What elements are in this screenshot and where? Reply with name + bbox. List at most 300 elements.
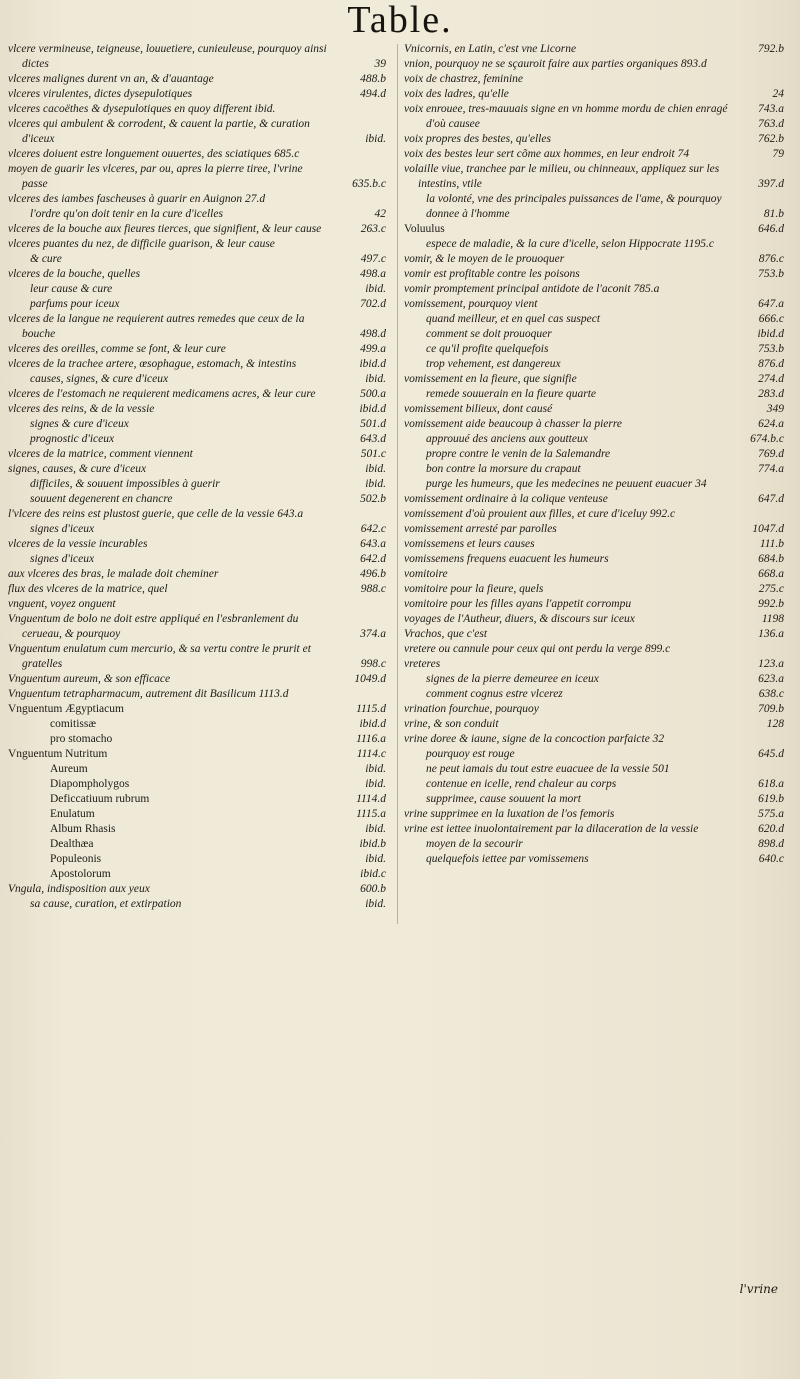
entry-page-ref: 39 bbox=[374, 58, 386, 70]
index-entry bbox=[404, 822, 788, 837]
entry-page-ref: 642.c bbox=[360, 523, 386, 535]
index-entry bbox=[404, 567, 788, 582]
index-entry bbox=[8, 102, 390, 117]
entry-page-ref: ibid. bbox=[365, 898, 386, 910]
entry-text: vomitoire pour la fieure, quels bbox=[404, 583, 544, 595]
entry-page-ref: 992.b bbox=[758, 598, 784, 610]
entry-text: vrine supprimee en la luxation de l'os femoris bbox=[404, 808, 615, 820]
entry-page-ref: 642.d bbox=[360, 553, 386, 565]
index-entry bbox=[8, 867, 390, 882]
index-entry bbox=[8, 762, 390, 777]
index-entry bbox=[404, 657, 788, 672]
entry-page-ref: 643.d bbox=[360, 433, 386, 445]
entry-text: trop vehement, est dangereux bbox=[426, 358, 561, 370]
entry-text: vomissement aide beaucoup à chasser la pierre bbox=[404, 418, 623, 430]
index-entry bbox=[404, 327, 788, 342]
index-entry bbox=[8, 42, 390, 72]
index-entry bbox=[8, 342, 390, 357]
index-entry bbox=[404, 417, 788, 432]
entry-page-ref: 1047.d bbox=[752, 523, 784, 535]
entry-text: vomir promptement principal antidote de l'aconit 785.a bbox=[404, 283, 660, 295]
entry-text: vlceres virulentes, dictes dysepulotiques bbox=[8, 88, 193, 100]
index-entry bbox=[8, 477, 390, 492]
entry-page-ref: 635.b.c bbox=[352, 178, 386, 190]
entry-text: Vnicornis, en Latin, c'est vne Licorne bbox=[404, 43, 577, 55]
entry-text: vnguent, voyez onguent bbox=[8, 598, 116, 610]
index-entry bbox=[404, 522, 788, 537]
entry-text: Deficcatiuum rubrum bbox=[50, 793, 150, 805]
index-entry bbox=[8, 882, 390, 897]
index-entry bbox=[404, 717, 788, 732]
index-entry bbox=[404, 342, 788, 357]
index-entry bbox=[8, 252, 390, 267]
entry-text: vnion, pourquoy ne se sçauroit faire aux parties organiques 893.d bbox=[404, 58, 707, 70]
entry-text: comment cognus estre vlcerez bbox=[426, 688, 563, 700]
entry-page-ref: ibid. bbox=[365, 823, 386, 835]
entry-page-ref: ibid.c bbox=[360, 868, 386, 880]
entry-text: supprimee, cause souuent la mort bbox=[426, 793, 581, 805]
entry-text: flux des vlceres de la matrice, quel bbox=[8, 583, 168, 595]
entry-text: signes & cure d'iceux bbox=[30, 418, 129, 430]
entry-text: approuué des anciens aux goutteux bbox=[426, 433, 588, 445]
index-entry bbox=[404, 222, 788, 237]
entry-page-ref: 488.b bbox=[360, 73, 386, 85]
index-entry bbox=[8, 777, 390, 792]
index-entry bbox=[8, 612, 390, 642]
entry-page-ref: 499.a bbox=[360, 343, 386, 355]
entry-text: Populeonis bbox=[50, 853, 102, 865]
entry-text: vlceres de la bouche aux fieures tierces, que signifient, & leur cause bbox=[8, 223, 322, 235]
index-entry bbox=[8, 822, 390, 837]
entry-text: Diapompholygos bbox=[50, 778, 130, 790]
entry-text: moyen de la secourir bbox=[426, 838, 523, 850]
entry-page-ref: 668.a bbox=[758, 568, 784, 580]
index-entry bbox=[8, 417, 390, 432]
index-entry bbox=[8, 852, 390, 867]
entry-page-ref: ibid. bbox=[365, 778, 386, 790]
left-index-column bbox=[8, 42, 390, 912]
entry-text: vlceres puantes du nez, de difficile guarison, & leur cause bbox=[8, 238, 275, 250]
entry-page-ref: ibid. bbox=[365, 853, 386, 865]
entry-text: vlceres de l'estomach ne requierent medicamens acres, & leur cure bbox=[8, 388, 316, 400]
index-entry bbox=[8, 447, 390, 462]
entry-page-ref: 620.d bbox=[758, 823, 784, 835]
entry-page-ref: 274.d bbox=[758, 373, 784, 385]
entry-text: vomissement, pourquoy vient bbox=[404, 298, 538, 310]
entry-text: pro stomacho bbox=[50, 733, 113, 745]
index-entry bbox=[8, 897, 390, 912]
index-entry bbox=[8, 687, 390, 702]
entry-text: Vnguentum enulatum cum mercurio, & sa vertu contre le prurit et gratelles bbox=[8, 643, 311, 670]
index-entry bbox=[8, 792, 390, 807]
entry-text: contenue en icelle, rend chaleur au corps bbox=[426, 778, 617, 790]
entry-page-ref: 619.b bbox=[758, 793, 784, 805]
index-entry bbox=[8, 282, 390, 297]
entry-text: vomitoire pour les filles ayans l'appetit corrompu bbox=[404, 598, 632, 610]
index-entry bbox=[8, 807, 390, 822]
entry-text: ne peut iamais du tout estre euacuee de la vessie 501 bbox=[426, 763, 670, 775]
entry-page-ref: 42 bbox=[374, 208, 386, 220]
index-entry bbox=[404, 492, 788, 507]
entry-page-ref: ibid. bbox=[365, 133, 386, 145]
index-entry bbox=[8, 162, 390, 192]
entry-page-ref: 988.c bbox=[360, 583, 386, 595]
entry-page-ref: 998.c bbox=[360, 658, 386, 670]
entry-page-ref: 647.d bbox=[758, 493, 784, 505]
entry-text: espece de maladie, & la cure d'icelle, selon Hippocrate 1195.c bbox=[426, 238, 714, 250]
index-entry bbox=[404, 747, 788, 762]
entry-text: comment se doit prouoquer bbox=[426, 328, 552, 340]
index-entry bbox=[404, 132, 788, 147]
entry-text: bon contre la morsure du crapaut bbox=[426, 463, 581, 475]
index-entry bbox=[8, 432, 390, 447]
entry-page-ref: ibid. bbox=[365, 373, 386, 385]
entry-text: l'ordre qu'on doit tenir en la cure d'icelles bbox=[30, 208, 223, 220]
index-entry bbox=[404, 852, 788, 867]
entry-text: Vnguentum Ægyptiacum bbox=[8, 703, 124, 715]
entry-text: signes d'iceux bbox=[30, 553, 95, 565]
entry-text: voix des ladres, qu'elle bbox=[404, 88, 509, 100]
entry-text: vreteres bbox=[404, 658, 441, 670]
entry-text: vlceres des reins, & de la vessie bbox=[8, 403, 155, 415]
entry-text: vrine est iettee inuolontairement par la dilaceration de la vessie bbox=[404, 823, 699, 835]
entry-text: vlceres des oreilles, comme se font, & leur cure bbox=[8, 343, 226, 355]
index-entry bbox=[8, 207, 390, 222]
entry-page-ref: 774.a bbox=[758, 463, 784, 475]
entry-page-ref: 1115.a bbox=[356, 808, 386, 820]
entry-text: Aureum bbox=[50, 763, 88, 775]
entry-text: vrine doree & iaune, signe de la concoction parfaicte 32 bbox=[404, 733, 665, 745]
entry-text: Vngula, indisposition aux yeux bbox=[8, 883, 150, 895]
entry-text: difficiles, & souuent impossibles à guerir bbox=[30, 478, 220, 490]
entry-text: vlceres qui ambulent & corrodent, & cauent la partie, & curation d'iceux bbox=[8, 118, 310, 145]
entry-page-ref: 624.a bbox=[758, 418, 784, 430]
entry-text: Vnguentum aureum, & son efficace bbox=[8, 673, 171, 685]
index-entry bbox=[404, 807, 788, 822]
index-entry bbox=[404, 672, 788, 687]
catchword: l'vrine bbox=[739, 1282, 778, 1296]
entry-text: voix des bestes leur sert cõme aux hommes, en leur endroit 74 bbox=[404, 148, 690, 160]
entry-page-ref: 349 bbox=[766, 403, 784, 415]
entry-text: souuent degenerent en chancre bbox=[30, 493, 173, 505]
entry-text: vlceres de la matrice, comment viennent bbox=[8, 448, 193, 460]
index-entry bbox=[404, 357, 788, 372]
index-entry bbox=[404, 837, 788, 852]
entry-text: Dealthæa bbox=[50, 838, 94, 850]
entry-text: vomissemens et leurs causes bbox=[404, 538, 535, 550]
index-entry bbox=[404, 402, 788, 417]
entry-page-ref: 283.d bbox=[758, 388, 784, 400]
entry-text: vrination fourchue, pourquoy bbox=[404, 703, 539, 715]
index-entry bbox=[404, 372, 788, 387]
entry-text: vlceres cacoëthes & dysepulotiques en quoy different ibid. bbox=[8, 103, 276, 115]
column-divider bbox=[397, 44, 398, 924]
index-entry bbox=[8, 237, 390, 252]
index-entry bbox=[8, 312, 390, 342]
entry-page-ref: 674.b.c bbox=[750, 433, 784, 445]
entry-page-ref: 709.b bbox=[758, 703, 784, 715]
entry-page-ref: 501.c bbox=[360, 448, 386, 460]
index-entry bbox=[8, 732, 390, 747]
entry-page-ref: ibid.b bbox=[359, 838, 386, 850]
index-entry bbox=[404, 642, 788, 657]
index-entry bbox=[404, 597, 788, 612]
entry-page-ref: 79 bbox=[772, 148, 784, 160]
index-entry bbox=[404, 732, 788, 747]
entry-text: vlceres de la vessie incurables bbox=[8, 538, 148, 550]
entry-page-ref: 575.a bbox=[758, 808, 784, 820]
index-entry bbox=[8, 222, 390, 237]
entry-text: signes d'iceux bbox=[30, 523, 95, 535]
entry-text: Vnguentum tetrapharmacum, autrement dit Basilicum 1113.d bbox=[8, 688, 289, 700]
index-entry bbox=[404, 387, 788, 402]
entry-page-ref: 600.b bbox=[360, 883, 386, 895]
entry-text: signes, causes, & cure d'iceux bbox=[8, 463, 147, 475]
index-entry bbox=[8, 402, 390, 417]
entry-page-ref: ibid. bbox=[365, 463, 386, 475]
entry-page-ref: 640.c bbox=[758, 853, 784, 865]
index-entry bbox=[404, 57, 788, 72]
entry-text: vlceres de la bouche, quelles bbox=[8, 268, 141, 280]
index-entry bbox=[8, 522, 390, 537]
entry-page-ref: ibid.d bbox=[359, 718, 386, 730]
index-entry bbox=[8, 582, 390, 597]
entry-text: vlceres de la langue ne requierent autres remedes que ceux de la bouche bbox=[8, 313, 305, 340]
entry-text: Vrachos, que c'est bbox=[404, 628, 488, 640]
entry-text: d'où causee bbox=[426, 118, 480, 130]
entry-text: quelquefois iettee par vomissemens bbox=[426, 853, 589, 865]
entry-page-ref: 898.d bbox=[758, 838, 784, 850]
index-entry bbox=[404, 162, 788, 192]
entry-page-ref: 498.a bbox=[360, 268, 386, 280]
entry-page-ref: 1049.d bbox=[354, 673, 386, 685]
entry-text: vlceres de la trachee artere, œsophague, estomach, & intestins bbox=[8, 358, 297, 370]
index-entry bbox=[8, 462, 390, 477]
index-entry bbox=[404, 762, 788, 777]
entry-page-ref: 762.b bbox=[758, 133, 784, 145]
entry-text: vomitoire bbox=[404, 568, 448, 580]
index-entry bbox=[404, 432, 788, 447]
entry-page-ref: 623.a bbox=[758, 673, 784, 685]
entry-text: remede souuerain en la fieure quarte bbox=[426, 388, 597, 400]
entry-page-ref: 500.a bbox=[360, 388, 386, 400]
entry-page-ref: 638.c bbox=[758, 688, 784, 700]
entry-page-ref: ibid. bbox=[365, 478, 386, 490]
entry-page-ref: 647.a bbox=[758, 298, 784, 310]
entry-page-ref: 1114.c bbox=[356, 748, 386, 760]
entry-text: vomissement d'où prouient aux filles, et cure d'iceluy 992.c bbox=[404, 508, 676, 520]
entry-text: & cure bbox=[30, 253, 62, 265]
entry-text: vlceres doiuent estre longuement ouuertes, des sciatiques 685.c bbox=[8, 148, 300, 160]
right-index-column bbox=[404, 42, 788, 867]
entry-page-ref: 763.d bbox=[758, 118, 784, 130]
entry-text: vomissement arresté par parolles bbox=[404, 523, 557, 535]
entry-page-ref: 769.d bbox=[758, 448, 784, 460]
entry-page-ref: 753.b bbox=[758, 268, 784, 280]
entry-page-ref: 498.d bbox=[360, 328, 386, 340]
entry-page-ref: 702.d bbox=[360, 298, 386, 310]
entry-text: Album Rhasis bbox=[50, 823, 116, 835]
index-entry bbox=[404, 42, 788, 57]
entry-text: Enulatum bbox=[50, 808, 95, 820]
index-entry bbox=[404, 462, 788, 477]
index-entry bbox=[404, 477, 788, 492]
index-entry bbox=[8, 537, 390, 552]
index-entry bbox=[404, 447, 788, 462]
entry-text: vrine, & son conduit bbox=[404, 718, 499, 730]
entry-text: vlceres malignes durent vn an, & d'auantage bbox=[8, 73, 214, 85]
entry-text: vomissement bilieux, dont causé bbox=[404, 403, 553, 415]
entry-page-ref: ibid.d bbox=[359, 403, 386, 415]
entry-text: vomir est profitable contre les poisons bbox=[404, 268, 580, 280]
entry-page-ref: 684.b bbox=[758, 553, 784, 565]
index-entry bbox=[404, 312, 788, 327]
entry-page-ref: 397.d bbox=[758, 178, 784, 190]
entry-text: prognostic d'iceux bbox=[30, 433, 115, 445]
index-entry bbox=[8, 147, 390, 162]
entry-page-ref: 374.a bbox=[360, 628, 386, 640]
entry-page-ref: ibid.d bbox=[757, 328, 784, 340]
entry-text: aux vlceres des bras, le malade doit cheminer bbox=[8, 568, 219, 580]
entry-text: vomissemens frequens euacuent les humeurs bbox=[404, 553, 609, 565]
entry-page-ref: 1114.d bbox=[356, 793, 386, 805]
entry-text: la volonté, vne des principales puissances de l'ame, & pourquoy donnee à l'homme bbox=[426, 193, 722, 220]
entry-text: voix enrouee, tres-mauuais signe en vn homme mordu de chien enragé bbox=[404, 103, 728, 115]
index-entry bbox=[8, 567, 390, 582]
entry-page-ref: 618.a bbox=[758, 778, 784, 790]
entry-text: voix de chastrez, feminine bbox=[404, 73, 524, 85]
entry-text: moyen de guarir les vlceres, par ou, apres la pierre tiree, l'vrine passe bbox=[8, 163, 303, 190]
entry-text: sa cause, curation, et extirpation bbox=[30, 898, 182, 910]
entry-text: Vnguentum de bolo ne doit estre appliqué en l'esbranlement du cerueau, & pourquoy bbox=[8, 613, 299, 640]
entry-text: purge les humeurs, que les medecines ne peuuent euacuer 34 bbox=[426, 478, 707, 490]
index-entry bbox=[404, 507, 788, 522]
entry-text: parfums pour iceux bbox=[30, 298, 120, 310]
entry-page-ref: 111.b bbox=[759, 538, 784, 550]
entry-text: voyages de l'Autheur, diuers, & discours sur iceux bbox=[404, 613, 635, 625]
entry-page-ref: 643.a bbox=[360, 538, 386, 550]
entry-text: Voluulus bbox=[404, 223, 445, 235]
entry-text: propre contre le venin de la Salemandre bbox=[426, 448, 611, 460]
entry-page-ref: 792.b bbox=[758, 43, 784, 55]
index-entry bbox=[404, 582, 788, 597]
index-entry bbox=[8, 837, 390, 852]
entry-page-ref: 666.c bbox=[758, 313, 784, 325]
index-entry bbox=[8, 552, 390, 567]
index-entry bbox=[404, 777, 788, 792]
entry-page-ref: 128 bbox=[766, 718, 784, 730]
entry-page-ref: 876.d bbox=[758, 358, 784, 370]
index-entry bbox=[8, 672, 390, 687]
index-entry bbox=[8, 717, 390, 732]
index-entry bbox=[8, 117, 390, 147]
index-entry bbox=[404, 612, 788, 627]
entry-text: signes de la pierre demeuree en iceux bbox=[426, 673, 599, 685]
entry-page-ref: 496.b bbox=[360, 568, 386, 580]
entry-page-ref: ibid. bbox=[365, 763, 386, 775]
entry-text: volaille viue, tranchee par le milieu, ou chinneaux, appliquez sur les intestins, vtile bbox=[404, 163, 720, 190]
index-entry bbox=[404, 192, 788, 222]
index-entry bbox=[404, 147, 788, 162]
entry-page-ref: 136.a bbox=[758, 628, 784, 640]
index-entry bbox=[404, 537, 788, 552]
entry-text: leur cause & cure bbox=[30, 283, 113, 295]
index-entry bbox=[404, 627, 788, 642]
entry-page-ref: 1115.d bbox=[356, 703, 386, 715]
index-entry bbox=[8, 267, 390, 282]
entry-text: l'vlcere des reins est plustost guerie, que celle de la vessie 643.a bbox=[8, 508, 304, 520]
entry-text: vomissement en la fieure, que signifie bbox=[404, 373, 577, 385]
entry-page-ref: 645.d bbox=[758, 748, 784, 760]
entry-page-ref: 24 bbox=[772, 88, 784, 100]
index-entry bbox=[8, 642, 390, 672]
entry-text: comitissæ bbox=[50, 718, 97, 730]
index-entry bbox=[8, 192, 390, 207]
entry-text: pourquoy est rouge bbox=[426, 748, 515, 760]
entry-text: ce qu'il profite quelquefois bbox=[426, 343, 549, 355]
index-entry bbox=[8, 597, 390, 612]
index-entry bbox=[404, 102, 788, 117]
index-entry bbox=[8, 492, 390, 507]
index-entry bbox=[404, 702, 788, 717]
index-entry bbox=[404, 792, 788, 807]
entry-page-ref: 81.b bbox=[763, 208, 784, 220]
index-entry bbox=[404, 282, 788, 297]
index-entry bbox=[8, 87, 390, 102]
entry-page-ref: 123.a bbox=[758, 658, 784, 670]
entry-page-ref: 1198 bbox=[761, 613, 784, 625]
entry-text: voix propres des bestes, qu'elles bbox=[404, 133, 551, 145]
index-entry bbox=[404, 117, 788, 132]
page-title: Table. bbox=[347, 0, 453, 41]
index-entry bbox=[8, 72, 390, 87]
entry-text: vretere ou cannule pour ceux qui ont perdu la verge 899.c bbox=[404, 643, 671, 655]
entry-page-ref: 876.c bbox=[758, 253, 784, 265]
entry-text: vlceres des iambes fascheuses à guarir en Auignon 27.d bbox=[8, 193, 266, 205]
entry-text: Vnguentum Nutritum bbox=[8, 748, 108, 760]
index-entry bbox=[8, 297, 390, 312]
entry-text: quand meilleur, et en quel cas suspect bbox=[426, 313, 601, 325]
index-entry bbox=[8, 387, 390, 402]
entry-page-ref: 502.b bbox=[360, 493, 386, 505]
index-entry bbox=[8, 702, 390, 717]
index-entry bbox=[8, 357, 390, 372]
entry-text: Apostolorum bbox=[50, 868, 111, 880]
index-entry bbox=[404, 252, 788, 267]
entry-page-ref: 743.a bbox=[758, 103, 784, 115]
entry-page-ref: 497.c bbox=[360, 253, 386, 265]
index-entry bbox=[404, 687, 788, 702]
entry-page-ref: 494.d bbox=[360, 88, 386, 100]
index-entry bbox=[404, 267, 788, 282]
index-entry bbox=[8, 747, 390, 762]
index-entry bbox=[404, 72, 788, 87]
index-entry bbox=[404, 237, 788, 252]
entry-page-ref: 275.c bbox=[758, 583, 784, 595]
entry-page-ref: ibid. bbox=[365, 283, 386, 295]
entry-page-ref: 646.d bbox=[758, 223, 784, 235]
entry-page-ref: 501.d bbox=[360, 418, 386, 430]
entry-page-ref: 263.c bbox=[360, 223, 386, 235]
index-entry bbox=[404, 87, 788, 102]
entry-text: vlcere vermineuse, teigneuse, louuetiere, cunieuleuse, pourquoy ainsi dictes bbox=[8, 43, 327, 70]
entry-page-ref: 753.b bbox=[758, 343, 784, 355]
entry-page-ref: 1116.a bbox=[356, 733, 386, 745]
entry-page-ref: ibid.d bbox=[359, 358, 386, 370]
index-entry bbox=[404, 297, 788, 312]
index-entry bbox=[404, 552, 788, 567]
entry-text: vomissement ordinaire à la colique venteuse bbox=[404, 493, 608, 505]
